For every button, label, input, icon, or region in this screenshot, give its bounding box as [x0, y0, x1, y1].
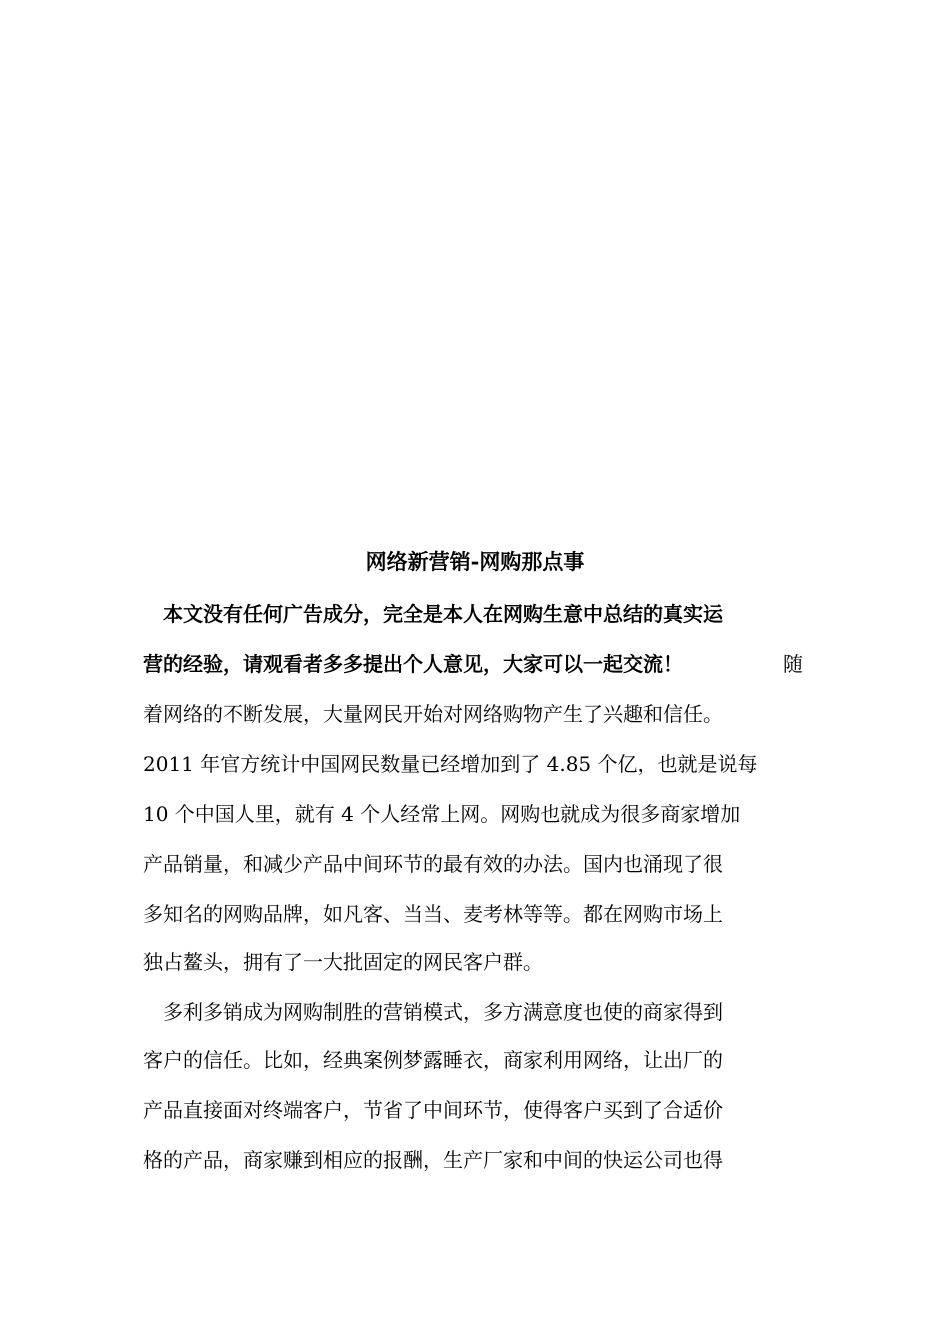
document-title: 网络新营销-网购那点事: [365, 549, 585, 574]
paragraph1-line-2: 2011 年官方统计中国网民数量已经增加到了 4.85 个亿，也就是说每: [143, 752, 758, 776]
paragraph1-line-1: 着网络的不断发展，大量网民开始对网络购物产生了兴趣和信任。: [143, 702, 723, 726]
paragraph2-line-4: 格的产品，商家赚到相应的报酬，生产厂家和中间的快运公司也得: [143, 1148, 723, 1172]
intro-line-2: 营的经验，请观看者多多提出个人意见，大家可以一起交流！: [143, 652, 683, 676]
paragraph2-line-3: 产品直接面对终端客户，节省了中间环节，使得客户买到了合适价: [143, 1098, 723, 1122]
paragraph1-line-5: 多知名的网购品牌，如凡客、当当、麦考林等等。都在网购市场上: [143, 902, 723, 926]
paragraph2-line-2: 客户的信任。比如，经典案例梦露睡衣，商家利用网络，让出厂的: [143, 1048, 723, 1072]
paragraph1-line-3: 10 个中国人里，就有 4 个人经常上网。网购也就成为很多商家增加: [143, 802, 741, 826]
paragraph2-line-1: 多利多销成为网购制胜的营销模式，多方满意度也使的商家得到: [163, 1000, 723, 1024]
paragraph1-line-4: 产品销量，和减少产品中间环节的最有效的办法。国内也涌现了很: [143, 852, 723, 876]
intro-line-1: 本文没有任何广告成分，完全是本人在网购生意中总结的真实运: [163, 602, 723, 626]
intro-trailing-text: 随: [783, 652, 803, 676]
paragraph1-line-6: 独占鳌头，拥有了一大批固定的网民客户群。: [143, 950, 543, 974]
